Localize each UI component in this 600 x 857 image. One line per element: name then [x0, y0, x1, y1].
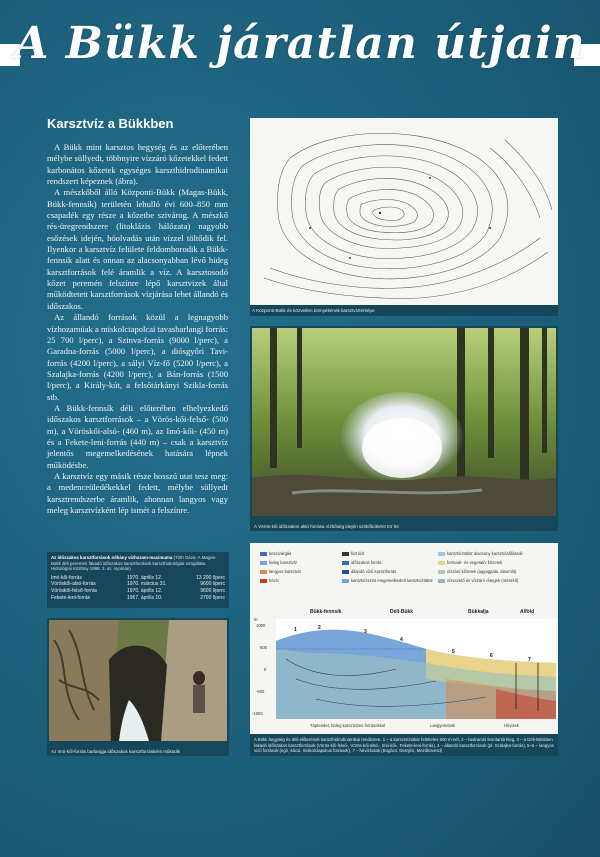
- paragraph-4: A Bükk-fennsík déli előterében elhelyezkedő időszakos karsztforrások – a Vörös-kői-felső- (500 m), a Vöröskői-alsó- (460 m), az Imó-kői- (450 m) és a Fekete-leni-forrás (440 m) – csak a karsztvíz jelentős megemelkedésének hatására lépnek működésbe.: [47, 402, 228, 470]
- legend-item: beszivárgás: [260, 551, 291, 556]
- legend-item: formaúr- és vegetatív közetek: [438, 560, 502, 565]
- cross-section-marker: 3: [364, 629, 367, 635]
- cross-section-marker: 2: [318, 625, 321, 631]
- cross-section-figure: [250, 543, 558, 756]
- table-cell-date: 1970. április 12.: [127, 574, 163, 581]
- cross-section-marker: 7: [528, 657, 531, 663]
- legend-swatch: [438, 579, 445, 583]
- cross-section-marker: 4: [400, 637, 403, 643]
- table-cell-date: 1970. április 12.: [127, 587, 163, 594]
- table-cell-flow: 2700 l/perc: [200, 594, 225, 601]
- table-cell-date: 1970. március 31.: [127, 581, 167, 588]
- zone-label: Tápterület, hideg karsztvizes forrásokkal: [310, 723, 385, 728]
- table-cell-name: Fekete-leni-forrás: [51, 594, 91, 601]
- spring-photo-figure: [250, 326, 558, 531]
- legend-swatch: [438, 552, 445, 556]
- table-cell-flow: 9600 l/perc: [200, 587, 225, 594]
- region-label: Bükkalja: [468, 609, 489, 615]
- section-heading: Karsztvíz a Bükkben: [47, 116, 174, 131]
- legend-item: hévíz: [260, 578, 279, 583]
- y-tick: 0: [264, 667, 267, 672]
- legend-swatch: [438, 561, 445, 565]
- legend-swatch: [342, 552, 349, 556]
- cave-spring-photo: [49, 620, 227, 741]
- legend-item: langyos karsztvíz: [260, 569, 301, 574]
- cross-section-diagram: [276, 619, 556, 719]
- table-row: [51, 581, 225, 588]
- cross-section-marker: 6: [490, 653, 493, 659]
- region-label: Bükk-fennsík: [310, 609, 342, 615]
- legend-swatch: [260, 570, 267, 574]
- legend-item: állandó vízű karsztforrás: [342, 569, 396, 574]
- poster-title: A Bükk járatlan útjain: [14, 18, 586, 69]
- table-cell-name: Vöröskői-alsó-forrás: [51, 581, 96, 588]
- table-cell-flow: 9600 l/perc: [200, 581, 225, 588]
- legend-swatch: [342, 561, 349, 565]
- y-tick: 500: [260, 645, 267, 650]
- y-tick: -1000: [252, 711, 263, 716]
- y-unit: m: [254, 617, 258, 622]
- y-tick: -500: [256, 689, 265, 694]
- legend-swatch: [438, 570, 445, 574]
- spring-caption: A Vörös-kői időszakos alsó forrása vízbőség idején szökőkútként tör fel: [254, 524, 399, 529]
- table-cell-name: Vöröskői-felső-forrás: [51, 587, 98, 594]
- discharge-table: [47, 552, 229, 608]
- table-caption-title: Az időszakos karsztforrások néhány vízhozam-maximuma: [51, 555, 173, 560]
- table-row: [51, 588, 225, 595]
- legend-swatch: [342, 570, 349, 574]
- legend-swatch: [260, 561, 267, 565]
- table-row: [51, 595, 225, 602]
- y-tick: 1000: [256, 623, 266, 628]
- table-row: [51, 575, 225, 582]
- legend-item: hideg karsztvíz: [260, 560, 297, 565]
- cave-caption: Az Imó-kői-forrás barlangja időszakos karsztforrásként működik: [51, 749, 181, 754]
- legend-swatch: [260, 579, 267, 583]
- table-cell-flow: 13 200 l/perc: [196, 574, 225, 581]
- zone-label: Hévizek: [504, 723, 519, 728]
- legend-swatch: [342, 579, 349, 583]
- map-caption: A Központi-Bükk és közvetlen környékének karsztvíztérképe: [250, 305, 558, 316]
- legend-swatch: [260, 552, 267, 556]
- paragraph-2: A mészkőből álló Központi-Bükk (Magas-Bükk, Bükk-fennsík) területén lehulló évi 600–850 mm csapadék egy része a kőzetbe szivárog. A mészkő rés-üregrendszere (litoklázis hálózata) nagyobb esőzések idején, hóolvadás után vízzel töltődik fel. Ilyenkor a karsztvíz felülete feldomborodik a Bükk-fennsík alatt és onnan az alacsonyabban lévő hideg karsztforrások felé áramlik a víz. A karsztosodó kőzet peremén felszínre lépő karsztvizek által működtetett karsztforrások vízjárása lehet állandó és időszakos.: [47, 187, 228, 311]
- karst-water-map: [250, 118, 558, 304]
- legend-item: vízvezető és vízzáró rétegek (mészkő): [438, 578, 518, 583]
- cross-section-marker: 5: [452, 649, 455, 655]
- table-cell-date: 1967. április 10.: [127, 594, 163, 601]
- region-label: Déli-Bükk: [390, 609, 414, 615]
- legend-item: karsztvízszint megemelkedett karsztvíztükör: [342, 578, 433, 583]
- body-text: [47, 142, 228, 516]
- paragraph-5: A karsztvíz egy másik része hosszú utat tesz meg: a medenceüledékekkel fedett, mélybe süllyedt karsztrendszerbe áramlik, ahonnan langyos vagy meleg karsztvízként lép ismét a felszínre.: [47, 470, 228, 515]
- legend-item: időszakos forrás: [342, 560, 382, 565]
- cave-photo-figure: [47, 618, 229, 756]
- legend-item: fúrt kút: [342, 551, 364, 556]
- legend-item: vízzáró kőzetek (agyagpala, alaurolit): [438, 569, 516, 574]
- cross-section-marker: 1: [294, 627, 297, 633]
- zone-label: Langyosvizek: [430, 723, 456, 728]
- karst-water-map-figure: [250, 118, 558, 316]
- cross-section-caption: A Bükk hegység és déli előterének karszthidrodinamikai rendszere. 1 – a karsztvíztükör feltételes 600 m-nél, 2 – beáramló fenntartóréteg, 3 – a Déli-Bükkben fakadó időszakos karsztforrások (Vörös-kői-felső-, Vörös-kői-alsó-, Imó-kői-, Fekete-leni-forrás), 4 – állandó karsztforrások (pl. Szalajka-forrás), 5–6 – langyos vizű források (egri, kácsi, miskolctapolcai források), 7 – hévízkutak (Bogács, Demjén, Mezőkövesd): [250, 734, 558, 756]
- table-caption-source: (Tóth Géza: A Magas-Bükk déli peremén fakadó időszakos karsztforrások karszthidrológiai vizsgálata. Hidrológiai Közlöny 1968. 3. sz. nyomán): [51, 555, 217, 572]
- table-cell-name: Imó-kői-forrás: [51, 574, 82, 581]
- table-caption: [51, 555, 225, 572]
- region-label: Alföld: [520, 609, 535, 615]
- paragraph-3: Az állandó források közül a legnagyobb vízhozamúak a miskolctapolcai tavasbarlangi forrás: 25 700 l/perc), a Szinva-forrás (9000 l/perc), a Garadna-forrás (5000 l/perc), a diósgyőri Tavi-forrás (4200 l/perc), a sályi Víz-fő (5200 l/perc), a Szalajka-forrás (4200 l/perc), a Bán-forrás (1500 l/perc), a Király-kút, a felsőtárkányi Szikla-forrás stb.: [47, 312, 228, 402]
- fountain-spring-photo: [252, 328, 556, 516]
- legend-item: karsztvíztükör alacsony karsztvízállásnál: [438, 551, 522, 556]
- paragraph-1: A Bükk mint karsztos hegység és az előterében mélybe süllyedt, többnyire vízzáró kőzetekkel fedett karbonátos kőzetek egységes karszthidrodinamikai rendszert képeznek (ábra).: [47, 142, 228, 187]
